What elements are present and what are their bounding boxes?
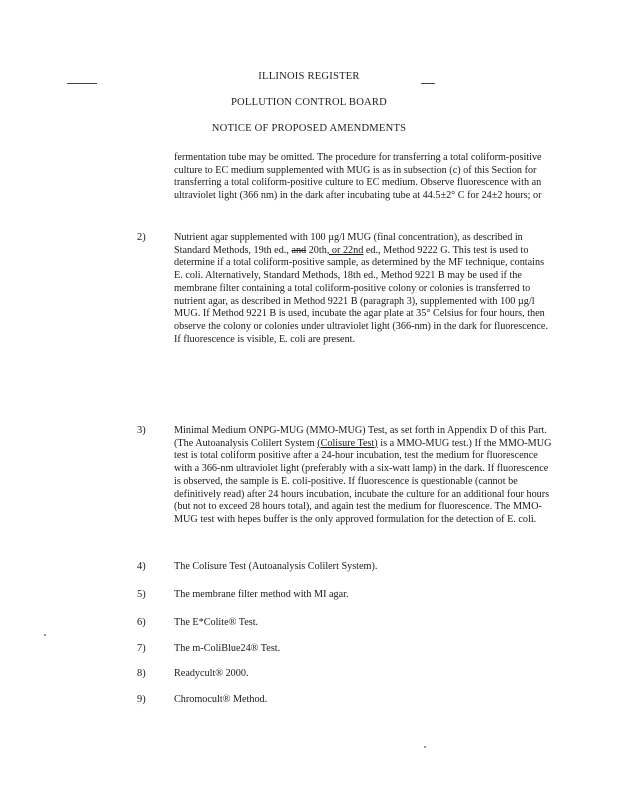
item-8-text: Readycult® 2000. bbox=[174, 668, 249, 679]
item-3-text-part: is a MMO-MUG test.) If the MMO-MUG test is total coliform positive after a 24-hour incubation, test the medium for fluorescence with a 366-nm ultraviolet light (preferably with a six-watt lamp) in the dark. If fluorescence is observed, the sample is E. coli-positive. If fluorescence is questionable (cannot be definitively read) after 24 hours incubation, incubate the culture for an additional four hours (but not to exceed 28 hours total), and again test the medium for fluorescence. The MMO-MUG test with hepes buffer is the only approved formulation for the detection of E. coli. bbox=[174, 437, 552, 525]
register-title: ILLINOIS REGISTER bbox=[258, 71, 360, 82]
notice-title: NOTICE OF PROPOSED AMENDMENTS bbox=[211, 123, 407, 134]
item-2-text-part: Nutrient agar supplemented with 100 µg/l MUG (final concentration), as described in Standard Methods, 19th ed., bbox=[174, 232, 523, 256]
item-number: 5) bbox=[137, 589, 146, 600]
continuation-paragraph: fermentation tube may be omitted. The procedure for transferring a total coliform-positive culture to EC medium supplemented with MUG is as in subsection (c) of this Section for transferring a total coliform-positive culture to EC medium. Observe fluorescence with an ultraviolet light (366 nm) in the dark after incubating tube at 44.5±2° C for 24±2 hours; or bbox=[174, 152, 542, 202]
item-6-text: The E*Colite® Test. bbox=[174, 617, 259, 628]
board-title: POLLUTION CONTROL BOARD bbox=[230, 97, 388, 108]
item-number: 9) bbox=[137, 694, 146, 705]
header-rule-right bbox=[421, 83, 435, 84]
scan-speck bbox=[44, 634, 46, 636]
item-3-text bbox=[174, 425, 554, 527]
item-number: 3) bbox=[137, 425, 146, 436]
item-number: 6) bbox=[137, 617, 146, 628]
item-number: 4) bbox=[137, 561, 146, 572]
item-2-text-part: 20th bbox=[306, 244, 327, 256]
inserted-text: , or 22nd bbox=[326, 244, 364, 256]
item-number: 7) bbox=[137, 643, 146, 654]
inserted-text: (Colisure Test) bbox=[317, 437, 378, 449]
item-number: 8) bbox=[137, 668, 146, 679]
item-number: 2) bbox=[137, 232, 146, 243]
item-2-text-part: ed., Method 9222 G. This test is used to determine if a total coliform-positive sample, as determined by the MF technique, contains E. coli. Alternatively, Standard Methods, 18th ed., Method 9221 B may be used if the membrane filter containing a total coliform-positive colony or colonies is transferred to nutrient agar, as described in Method 9221 B (paragraph 3), supplemented with 100 µg/l MUG. If Method 9221 B is used, incubate the agar plate at 35° Celsius for four hours, then observe the colony or colonies under ultraviolet light (366-nm) in the dark for fluorescence. If fluorescence is visible, E. coli are present. bbox=[174, 244, 548, 345]
item-9-text: Chromocult® Method. bbox=[174, 694, 268, 705]
item-5-text: The membrane filter method with MI agar. bbox=[174, 589, 349, 600]
scan-speck bbox=[424, 746, 426, 748]
header-rule-left bbox=[67, 83, 97, 84]
item-2-text bbox=[174, 232, 554, 346]
item-7-text: The m-ColiBlue24® Test. bbox=[174, 643, 281, 654]
item-3-text-part: Minimal Medium ONPG-MUG (MMO-MUG) Test, as set forth in Appendix D of this Part. (The Autoanalysis Colilert System bbox=[174, 425, 547, 449]
struck-text: and bbox=[291, 244, 307, 256]
item-4-text: The Colisure Test (Autoanalysis Colilert System). bbox=[174, 561, 378, 572]
